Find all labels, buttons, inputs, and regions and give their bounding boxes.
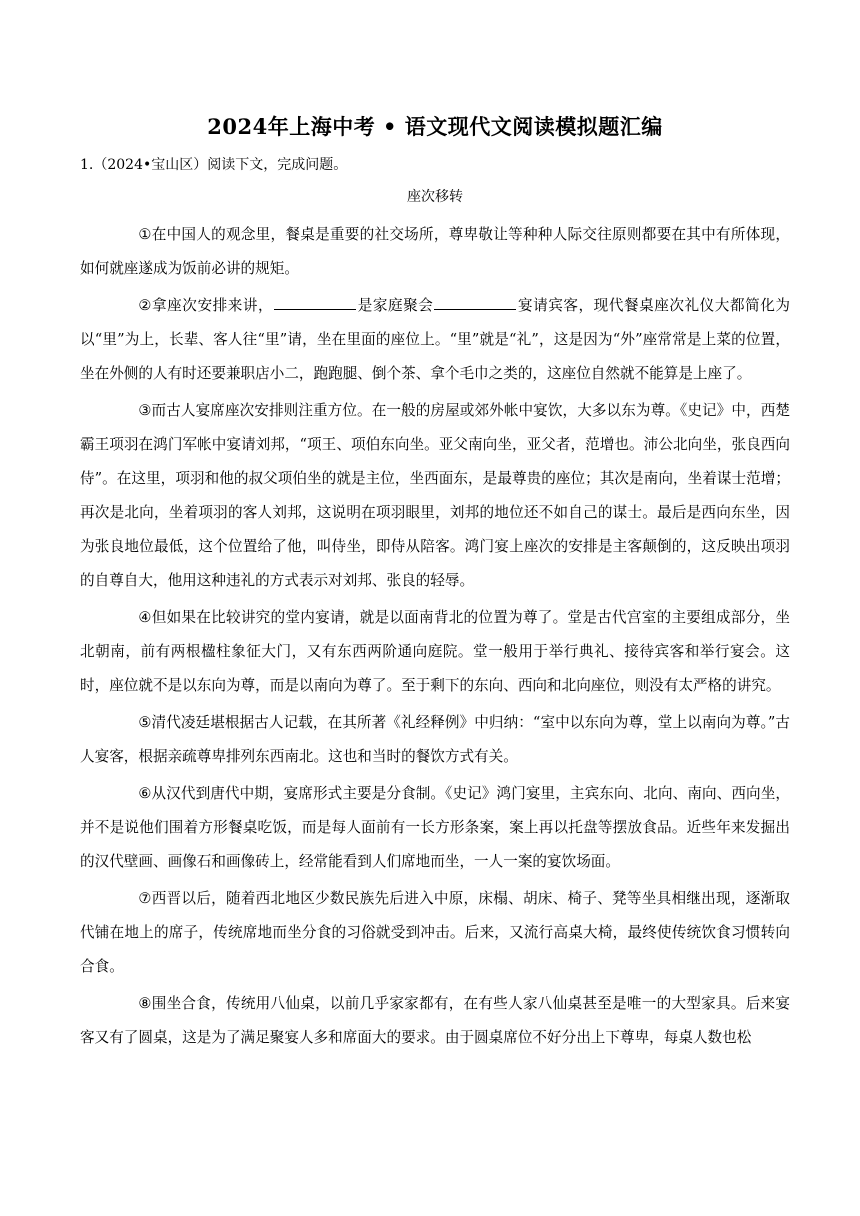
paragraph-text: 围坐合食，传统用八仙桌，以前几乎家家都有，在有些人家八仙桌甚至是唯一的大型家具。后来宴客又有了圆桌，这是为了满足聚宴人多和席面大的要求。由于圆桌席位不好分出上下尊卑，每桌人数也松 [80,995,790,1046]
paragraph-1 [80,218,790,286]
document-title: 2024年上海中考 • 语文现代文阅读模拟题汇编 [207,114,663,139]
paragraph-text: 从汉代到唐代中期，宴席形式主要是分食制。《史记》鸿门宴里，主宾东向、北向、南向、西向坐，并不是说他们围着方形餐桌吃饭，而是每人面前有一长方形条案，案上再以托盘等摆放食品。近些年来发掘出的汉代壁画、画像石和画像砖上，经常能看到人们席地而坐，一人一案的宴饮场面。 [80,785,790,870]
paragraph-number: ⑥ [138,785,152,802]
paragraph-text-part-c: 宴请宾客，现代餐桌座次礼仪大都简化为以“里”为上，长辈、客人往“里”请，坐在里面的座位上。“里”就是“礼”，这是因为“外”座常常是上菜的位置，坐在外侧的人有时还要兼职店小二，跑跑腿、倒个茶、拿个毛巾之类的，这座位自然就不能算是上座了。 [80,297,790,382]
paragraph-5 [80,706,790,774]
paragraph-number: ⑦ [138,890,152,907]
question-prompt: 1.（2024•宝山区）阅读下文，完成问题。 [80,157,348,173]
paragraph-number: ③ [138,402,152,419]
article-title: 座次移转 [407,189,463,205]
paragraph-number: ① [138,226,152,243]
paragraph-3 [80,394,790,598]
paragraph-number: ② [138,297,152,314]
paragraph-text-part-b: 是家庭聚会 [357,297,434,314]
paragraph-text: 而古人宴席座次安排则注重方位。在一般的房屋或郊外帐中宴饮，大多以东为尊。《史记》中，西楚霸王项羽在鸿门军帐中宴请刘邦，“项王、项伯东向坐。亚父南向坐，亚父者，范增也。沛公北向坐，张良西向侍”。在这里，项羽和他的叔父项伯坐的就是主位，坐西面东，是最尊贵的座位；其次是南向，坐着谋士范增；再次是北向，坐着项羽的客人刘邦，这说明在项羽眼里，刘邦的地位还不如自己的谋士。最后是西向东坐，因为张良地位最低，这个位置给了他，叫侍坐，即侍从陪客。鸿门宴上座次的安排是主客颠倒的，这反映出项羽的自尊自大，他用这种违礼的方式表示对刘邦、张良的轻辱。 [80,402,790,589]
paragraph-8 [80,987,790,1055]
paragraph-number: ⑧ [138,995,152,1012]
paragraph-4 [80,601,790,703]
paragraph-7 [80,882,790,984]
paragraph-text: 在中国人的观念里，餐桌是重要的社交场所，尊卑敬让等种种人际交往原则都要在其中有所体现，如何就座遂成为饭前必讲的规矩。 [80,226,790,277]
paragraph-text: 清代凌廷堪根据古人记载，在其所著《礼经释例》中归纳：“室中以东向为尊，堂上以南向为尊。”古人宴客，根据亲疏尊卑排列东西南北。这也和当时的餐饮方式有关。 [80,714,790,765]
paragraph-text-part-a: 拿座次安排来讲， [151,297,274,314]
paragraph-2 [80,289,790,391]
paragraph-number: ⑤ [138,714,152,731]
paragraph-number: ④ [138,609,152,626]
fill-blank-2[interactable] [434,295,516,310]
paragraph-6 [80,777,790,879]
paragraph-text: 但如果在比较讲究的堂内宴请，就是以面南背北的位置为尊了。堂是古代宫室的主要组成部分，坐北朝南，前有两根楹柱象征大门，又有东西两阶通向庭院。堂一般用于举行典礼、接待宾客和举行宴会。这时，座位就不是以东向为尊，而是以南向为尊了。至于剩下的东向、西向和北向座位，则没有太严格的讲究。 [80,609,790,694]
paragraph-text: 西晋以后，随着西北地区少数民族先后进入中原，床榻、胡床、椅子、凳等坐具相继出现，逐渐取代铺在地上的席子，传统席地而坐分食的习俗就受到冲击。后来，又流行高桌大椅，最终使传统饮食习惯转向合食。 [80,890,790,975]
fill-blank-1[interactable] [274,295,356,310]
